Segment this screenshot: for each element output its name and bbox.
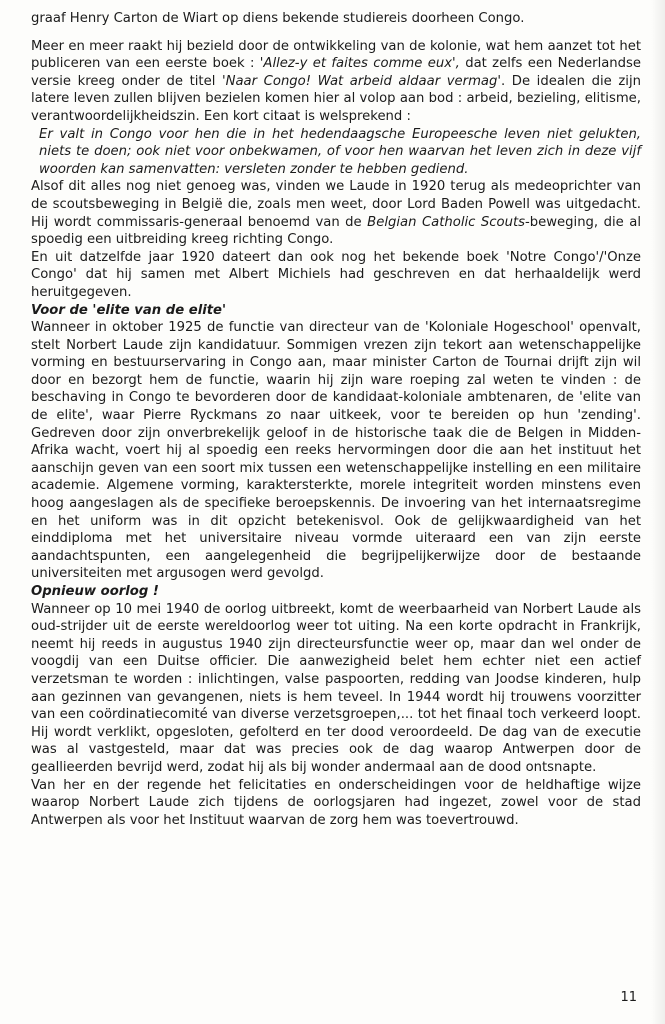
section-heading-elite: Voor de 'elite van de elite' xyxy=(31,302,227,318)
text-run: Meer en meer raakt hij bezield door de ontwikkeling van de kolonie, wat hem aanzet tot het publiceren van een eerste boek : xyxy=(31,38,641,72)
paragraph-first-book xyxy=(31,38,641,126)
text-run: dat zelfs een Nederlandse versie kreeg onder de titel xyxy=(31,56,642,89)
text-run: -beweging, die al spoedig een uitbreiding kreeg richting Congo. xyxy=(31,214,641,248)
section-heading-war: Opnieuw oorlog ! xyxy=(31,584,159,599)
text-run: . De idealen die zijn latere leven zullen blijven bezielen komen hier al volop aan bod : arbeid, bezieling, elitisme, verantwoordelijkheidszin. Een kort citaat is welsprekend : xyxy=(31,73,641,124)
paragraph-intro-continuation: graaf Henry Carton de Wiart op diens bekende studiereis doorheen Congo. xyxy=(31,11,525,26)
block-quote: Er valt in Congo voor hen die in het hedendaagsche Europeesche leven niet gelukten, niets te doen; ook niet voor onbekwamen, of voor hen waarvan het leven zich in deze vijf woorden kan samenvatten: versleten zonder te hebben gediend. xyxy=(39,126,641,177)
book-title-french: 'Allez-y et faites comme eux', xyxy=(259,56,460,72)
paragraph-honours: Van her en der regende het felicitaties en onderscheidingen voor de heldhaftige wijze waarop Norbert Laude zich tijdens de oorlogsjaren had ingezet, zowel voor de stad Antwerpen als voor het Instituut waarvan de zorg hem was toevertrouwd. xyxy=(31,777,641,828)
paragraph-scouts xyxy=(31,178,641,248)
paragraph-koloniale-hogeschool: Wanneer in oktober 1925 de functie van directeur van de 'Koloniale Hogeschool' openvalt, stelt Norbert Laude zijn kandidatuur. Sommigen vrezen zijn tekort aan wetenschappelijke vorming en bestuurservaring in Congo aan, maar minister Carton de Tournai drijft zijn wil door en bezorgt hem de functie, waarin hij zijn ware roeping zal weten te vinden : de beschaving in Congo te bevorderen door de kandidaat-koloniale ambtenaren, de 'elite van de elite', waar Pierre Ryckmans zo naar uitkeek, voor te bereiden op hun 'zending'. Gedreven door zijn onverbrekelijk geloof in de historische taak die de Belgen in Midden-Afrika wacht, voert hij al spoedig een reeks hervormingen door die aan het instituut het aanschijn geven van een soort mix tussen een wetenschappelijke instelling en een militaire academie. Algemene vorming, karaktersterkte, morele integriteit worden minstens even hoog aangeslagen als de specifieke beroepskennis. De invoering van het internaatsregime en het uniform was in dit opzicht betekenisvol. Ook de gelijkwaardigheid van het einddiploma met het universitaire niveau vormde uiteraard een van zijn eerste aandachtspunten, een aangelegenheid die begrijpelijkerwijze door de bestaande universiteiten met argusogen werd gevolgd. xyxy=(31,320,641,582)
page-number: 11 xyxy=(620,990,637,1005)
text-run: Alsof dit alles nog niet genoeg was, vinden we Laude in 1920 terug als medeoprichter van de scoutsbeweging in België die, zoals men weet, door Lord Baden Powell was uitgedacht. Hij wordt commissaris-generaal benoemd van de xyxy=(31,179,641,230)
organization-name: Belgian Catholic Scouts xyxy=(367,214,526,230)
book-title-dutch: 'Naar Congo! Wat arbeid aldaar vermag' xyxy=(221,73,501,89)
paragraph-war: Wanneer op 10 mei 1940 de oorlog uitbreekt, komt de weerbaarheid van Norbert Laude als oud-strijder uit de eerste wereldoorlog weer tot uiting. Na een korte opdracht in Frankrijk, neemt hij reeds in augustus 1940 zijn directeursfunctie weer op, maar dan wel onder de voogdij van een Duitse officier. Die aanwezigheid belet hem echter niet een actief verzetsman te worden : inlichtingen, valse paspoorten, redding van Joodse kinderen, hulp aan gezinnen van gevangenen, niets is hem teveel. In 1944 wordt hij trouwens voorzitter van een coördinatiecomité van diverse verzetsgroepen,... tot het finaal toch verkeerd loopt. Hij wordt verklikt, opgesloten, gefolterd en ter dood veroordeeld. De dag van de executie was al vastgesteld, maar dat was precies ook de dag waarop Antwerpen door de geallieerden bevrijd werd, zodat hij als bij wonder andermaal aan de dood ontsnapte. xyxy=(31,601,641,775)
paragraph-notre-congo: En uit datzelfde jaar 1920 dateert dan ook nog het bekende boek 'Notre Congo'/'Onze Congo' dat hij samen met Albert Michiels had geschreven en dat herhaaldelijk werd heruitgegeven. xyxy=(31,249,641,300)
